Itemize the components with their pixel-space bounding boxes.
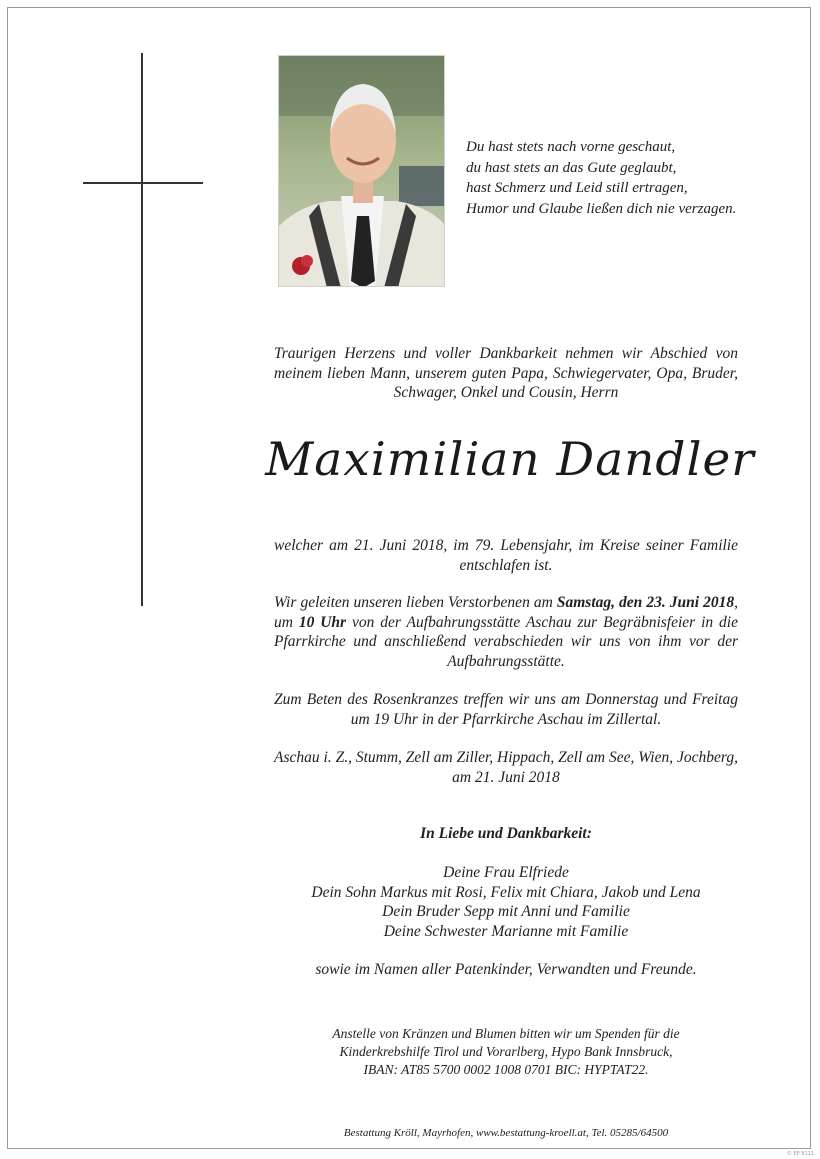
rosary-notice: Zum Beten des Rosenkranzes treffen wir uns am Donnerstag und Freitag um 19 Uhr in der Pfarrkirche Aschau im Zillertal. xyxy=(274,691,738,728)
places-block xyxy=(274,748,738,787)
funeral-text: von der Aufbahrungsstätte Aschau zur Begräbnisfeier in die Pfarrkirche und anschließend verabschieden wir uns von ihm vor der Aufbahrungsstätte. xyxy=(274,613,738,670)
donation-line: Kinderkrebshilfe Tirol und Vorarlberg, Hypo Bank Innsbruck, xyxy=(339,1044,673,1059)
memorial-poem xyxy=(466,137,796,219)
funeral-time: 10 Uhr xyxy=(298,613,347,631)
places-list: Aschau i. Z., Stumm, Zell am Ziller, Hippach, Zell am See, Wien, Jochberg, xyxy=(274,749,738,766)
funeral-details xyxy=(274,593,738,671)
deceased-name: Maximilian Dandler xyxy=(265,432,755,486)
others-line: sowie im Namen aller Patenkinder, Verwandten und Freunde. xyxy=(315,961,697,978)
poem-line: Humor und Glaube ließen dich nie verzagen. xyxy=(466,200,737,217)
funeral-date: Samstag, den 23. Juni 2018 xyxy=(556,594,735,611)
places-date: am 21. Juni 2018 xyxy=(452,768,560,786)
portrait-photo xyxy=(278,55,445,287)
gratitude-heading: In Liebe und Dankbarkeit: xyxy=(420,825,592,842)
mourner-line: Dein Bruder Sepp mit Anni und Familie xyxy=(382,903,630,920)
funeral-text: Wir geleiten unseren lieben Verstorbenen am xyxy=(274,594,557,611)
donation-line: Anstelle von Kränzen und Blumen bitten wir um Spenden für die xyxy=(332,1026,680,1041)
cross-vertical-bar xyxy=(141,53,143,606)
donation-line: IBAN: AT85 5700 0002 1008 0701 BIC: HYPTAT22. xyxy=(363,1062,649,1077)
death-notice: welcher am 21. Juni 2018, im 79. Lebensjahr, im Kreise seiner Familie entschlafen ist. xyxy=(274,537,738,574)
mourner-line: Deine Frau Elfriede xyxy=(443,864,569,881)
intro-text: Traurigen Herzens und voller Dankbarkeit nehmen wir Abschied von meinem lieben Mann, unserem guten Papa, Schwiegervater, Opa, Bruder, Schwager, Onkel und Cousin, Herrn xyxy=(274,345,738,401)
cross-horizontal-bar xyxy=(83,182,203,184)
corner-code: © EP 9111 xyxy=(786,1151,814,1157)
mourner-line: Deine Schwester Marianne mit Familie xyxy=(383,922,629,940)
poem-line: Du hast stets nach vorne geschaut, xyxy=(466,139,676,155)
poem-line: hast Schmerz und Leid still ertragen, xyxy=(466,180,688,196)
mourner-line: Dein Sohn Markus mit Rosi, Felix mit Chiara, Jakob und Lena xyxy=(311,883,701,901)
mourners-list xyxy=(274,863,738,941)
funeral-text: , um xyxy=(274,594,738,631)
funeral-home-footer: Bestattung Kröll, Mayrhofen, www.bestattung-kroell.at, Tel. 05285/64500 xyxy=(343,1127,669,1139)
poem-line: du hast stets an das Gute geglaubt, xyxy=(466,159,677,176)
donation-request xyxy=(274,1025,738,1079)
